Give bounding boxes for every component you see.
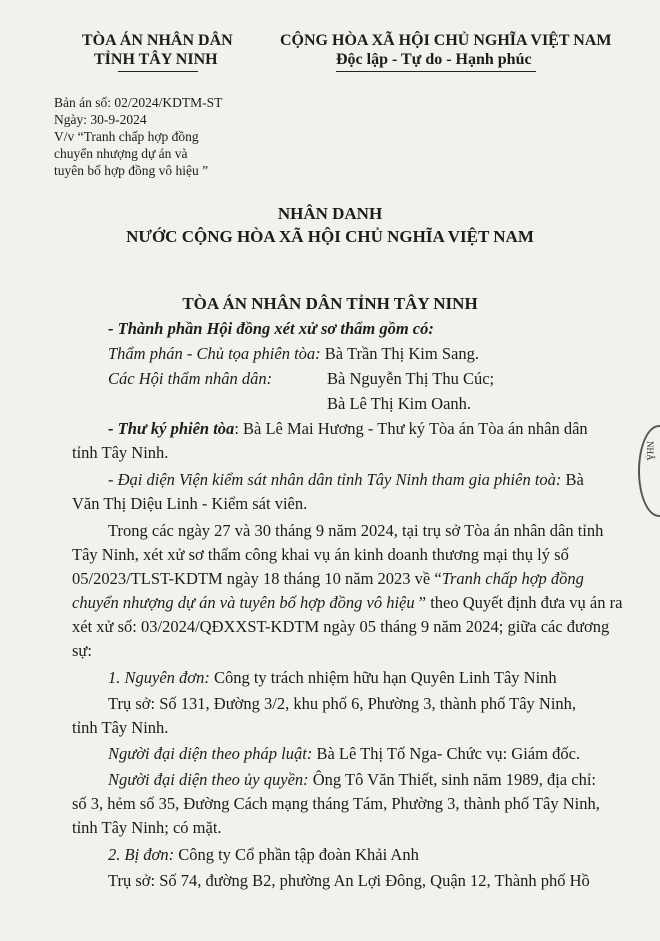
case-subject-line1: V/v “Tranh chấp hợp đồng (54, 129, 199, 144)
intro-line1: Trong các ngày 27 và 30 tháng 9 năm 2024, tại trụ sở Tòa án nhân dân tỉnh (108, 521, 604, 540)
intro-line3-text: 05/2023/TLST-KDTM ngày 18 tháng 10 năm 2023 về “ (72, 569, 442, 588)
procuracy-line2: Văn Thị Diệu Linh - Kiểm sát viên. (72, 494, 308, 513)
legal-rep-line (108, 744, 580, 764)
intro-line3-italic: Tranh chấp hợp đồng (441, 569, 584, 588)
assessor-1: Bà Nguyễn Thị Thu Cúc; (327, 369, 495, 388)
auth-rep-line2: số 3, hẻm số 35, Đường Cách mạng tháng Tám, Phường 3, thành phố Tây Ninh, (72, 794, 600, 813)
intro-line2: Tây Ninh, xét xử sơ thẩm công khai vụ án kinh doanh thương mại thụ lý số (72, 545, 569, 564)
defendant-label: 2. Bị đơn: (108, 845, 175, 864)
procuracy-line1 (108, 470, 584, 490)
stamp-mark (638, 425, 660, 517)
defendant-address1: Trụ sở: Số 74, đường B2, phường An Lợi Đông, Quận 12, Thành phố Hồ (108, 871, 590, 890)
plaintiff-label: 1. Nguyên đơn: (108, 668, 210, 687)
judge-name: Bà Trần Thị Kim Sang. (320, 344, 479, 363)
legal-rep-label: Người đại diện theo pháp luật: (108, 744, 313, 763)
procuracy-text: Bà (561, 470, 584, 489)
assessors-label: Các Hội thẩm nhân dân: (108, 369, 273, 388)
clerk-line1 (108, 419, 588, 439)
assessor-2: Bà Lê Thị Kim Oanh. (327, 394, 472, 413)
plaintiff-address2: tỉnh Tây Ninh. (72, 718, 169, 737)
plaintiff-name: Công ty trách nhiệm hữu hạn Quyên Linh Tây Ninh (209, 668, 557, 687)
clerk-line2: tỉnh Tây Ninh. (72, 443, 169, 462)
case-subject-line2: chuyển nhượng dự án và (54, 146, 188, 161)
republic-line2: Độc lập - Tự do - Hạnh phúc (336, 51, 532, 68)
plaintiff-line (108, 668, 557, 688)
court-title: TÒA ÁN NHÂN DÂN TỈNH TÂY NINH (182, 294, 478, 313)
legal-rep-text: Bà Lê Thị Tố Nga- Chức vụ: Giám đốc. (312, 744, 581, 763)
plaintiff-address1: Trụ sở: Số 131, Đường 3/2, khu phố 6, Phường 3, thành phố Tây Ninh, (108, 694, 577, 713)
court-name-line2: TỈNH TÂY NINH (94, 51, 218, 68)
case-date: Ngày: 30-9-2024 (54, 112, 147, 127)
judge-label: Thẩm phán - Chủ tọa phiên tòa: (108, 344, 321, 363)
in-the-name-of: NHÂN DANH (277, 204, 383, 223)
court-name-line1: TÒA ÁN NHÂN DÂN (82, 32, 233, 49)
judge-line (108, 344, 479, 364)
intro-line3 (72, 569, 584, 589)
intro-line5: xét xử số: 03/2024/QĐXXST-KDTM ngày 05 tháng 9 năm 2024; giữa các đương (72, 617, 610, 636)
republic-title: NƯỚC CỘNG HÒA XÃ HỘI CHỦ NGHĨA VIỆT NAM (126, 227, 534, 246)
auth-rep-line3: tỉnh Tây Ninh; có mặt. (72, 818, 222, 837)
intro-line4 (72, 593, 622, 613)
clerk-label: - Thư ký phiên tòa (108, 419, 235, 438)
defendant-name: Công ty Cổ phần tập đoàn Khải Anh (174, 845, 419, 864)
intro-line6: sự: (72, 641, 92, 660)
court-underline (118, 71, 198, 72)
motto-underline (336, 71, 536, 72)
stamp-text: NHẬ (645, 441, 655, 461)
intro-line4-italic: chuyển nhượng dự án và tuyên bố hợp đồng vô hiệu (72, 593, 415, 612)
panel-heading: - Thành phần Hội đồng xét xử sơ thẩm gồm có: (108, 319, 434, 338)
procuracy-label: - Đại diện Viện kiểm sát nhân dân tỉnh Tây Ninh tham gia phiên toà: (108, 470, 562, 489)
intro-line4-text: ” theo Quyết định đưa vụ án ra (414, 593, 623, 612)
case-number: Bản án số: 02/2024/KDTM-ST (54, 95, 223, 110)
auth-rep-line1 (108, 770, 596, 790)
auth-rep-label: Người đại diện theo ủy quyền: (108, 770, 309, 789)
clerk-text: : Bà Lê Mai Hương - Thư ký Tòa án Tòa án nhân dân (234, 419, 588, 438)
republic-line1: CỘNG HÒA XÃ HỘI CHỦ NGHĨA VIỆT NAM (280, 32, 612, 49)
case-subject-line3: tuyên bố hợp đồng vô hiệu ” (54, 163, 209, 178)
auth-rep-text: Ông Tô Văn Thiết, sinh năm 1989, địa chỉ: (308, 770, 596, 789)
defendant-line (108, 845, 419, 865)
